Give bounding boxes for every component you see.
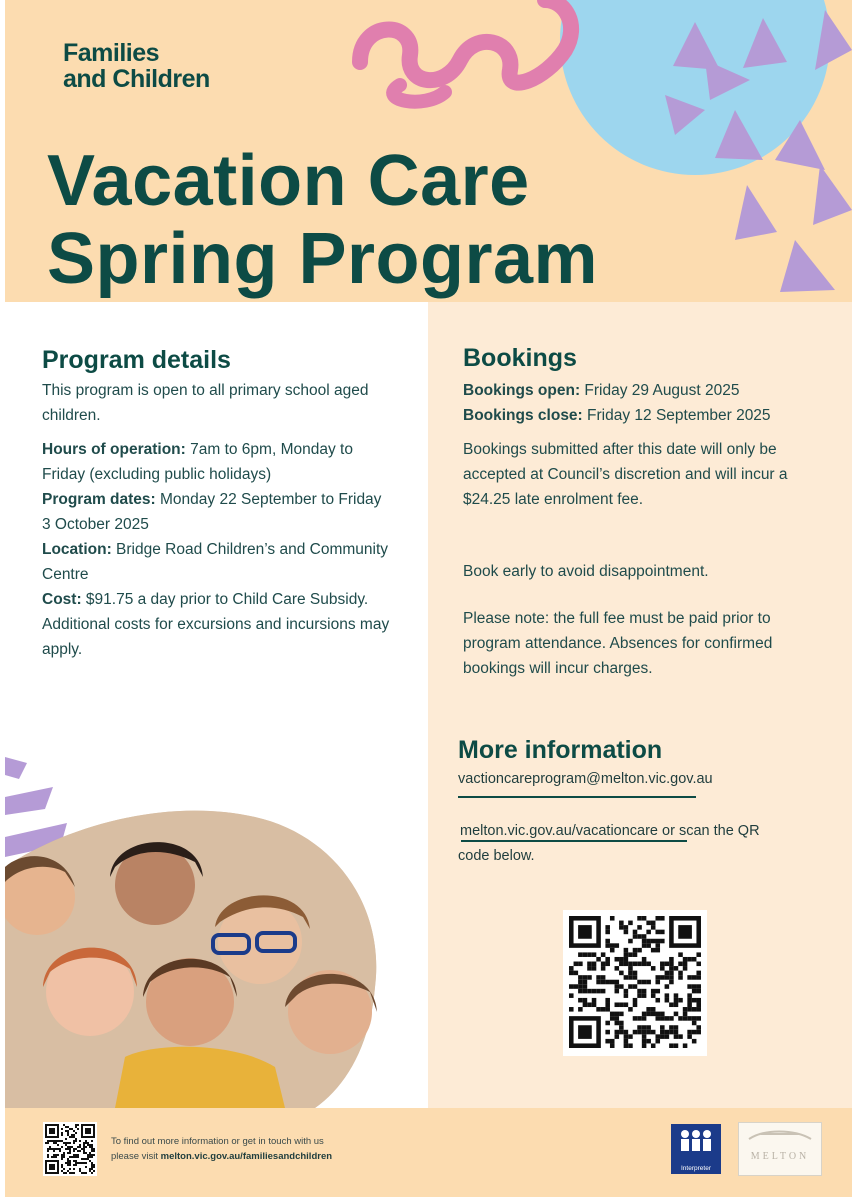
hours-of-operation xyxy=(42,437,392,487)
bookings-panel xyxy=(428,302,852,1108)
bookings-heading: Bookings xyxy=(463,344,577,372)
title-line-2: Spring Program xyxy=(47,219,599,299)
title-line-1: Vacation Care xyxy=(47,141,530,221)
brand-line-1: Families xyxy=(63,39,160,67)
bookings-text xyxy=(463,378,823,690)
melton-crest-icon xyxy=(739,1123,821,1147)
children-photo xyxy=(5,757,428,1108)
website-suffix: or scan the QR code below. xyxy=(458,823,760,864)
footer xyxy=(5,1108,852,1197)
dates-value: Monday 22 September to Friday 3 October 2025 xyxy=(42,491,382,533)
page-title xyxy=(47,142,598,298)
bookings-close-value: Friday 12 September 2025 xyxy=(582,407,771,424)
qr-code[interactable] xyxy=(563,910,707,1056)
footer-qr-icon xyxy=(43,1122,97,1176)
cost-label: Cost: xyxy=(42,591,82,608)
location-value: Bridge Road Children’s and Community Centre xyxy=(42,541,389,583)
hours-value: 7am to 6pm, Monday to Friday (excluding public holidays) xyxy=(42,441,353,483)
website-link[interactable]: melton.vic.gov.au/vacationcare xyxy=(460,823,659,839)
more-information-heading: More information xyxy=(458,736,663,764)
hours-label: Hours of operation: xyxy=(42,441,186,458)
bookings-close-label: Bookings close: xyxy=(463,407,583,424)
email-underline xyxy=(458,796,696,798)
footer-website-link[interactable]: melton.vic.gov.au/familiesandchildren xyxy=(160,1151,333,1162)
fee-note: Please note: the full fee must be paid prior to program attendance. Absences for confirmed bookings will incur charges. xyxy=(463,610,773,677)
cost xyxy=(42,587,392,662)
footer-line-2 xyxy=(111,1149,332,1164)
book-early-note: Book early to avoid disappointment. xyxy=(463,563,709,580)
late-enrolment-note: Bookings submitted after this date will only be accepted at Council’s discretion and will incur a $24.25 late enrolment fee. xyxy=(463,441,788,508)
footer-line-1: To find out more information or get in touch with us xyxy=(111,1136,324,1147)
footer-text xyxy=(111,1134,332,1164)
interpreter-icon xyxy=(671,1124,721,1160)
footer-qr-code[interactable] xyxy=(43,1122,97,1176)
dates-label: Program dates: xyxy=(42,491,156,508)
city-of-melton-logo xyxy=(738,1122,822,1176)
bookings-close xyxy=(463,403,823,428)
bookings-open-label: Bookings open: xyxy=(463,382,581,399)
program-details-text xyxy=(42,378,392,662)
cost-value: $91.75 a day prior to Child Care Subsidy. Additional costs for excursions and incursions may apply. xyxy=(42,591,390,658)
interpreter-logo xyxy=(671,1124,721,1174)
program-dates xyxy=(42,487,392,537)
brand-line-2: and Children xyxy=(63,65,210,93)
website-info xyxy=(458,819,778,869)
email-link[interactable]: vactioncareprogram@melton.vic.gov.au xyxy=(458,771,713,787)
pink-squiggle-decoration xyxy=(360,0,571,83)
bookings-open xyxy=(463,378,823,403)
families-and-children-logo xyxy=(63,40,210,92)
bookings-open-value: Friday 29 August 2025 xyxy=(580,382,740,399)
website-underline xyxy=(461,840,687,842)
program-details-heading: Program details xyxy=(42,346,231,374)
qr-code-icon xyxy=(563,910,707,1056)
location-label: Location: xyxy=(42,541,112,558)
header-banner xyxy=(5,0,852,302)
location xyxy=(42,537,392,587)
melton-logo-text: MELTON xyxy=(750,1151,810,1162)
program-intro: This program is open to all primary school aged children. xyxy=(42,382,369,424)
poster xyxy=(5,0,852,1197)
program-details-panel xyxy=(5,302,428,1108)
footer-line-2-prefix: please visit xyxy=(111,1151,161,1162)
interpreter-label: Interpreter xyxy=(681,1165,711,1172)
